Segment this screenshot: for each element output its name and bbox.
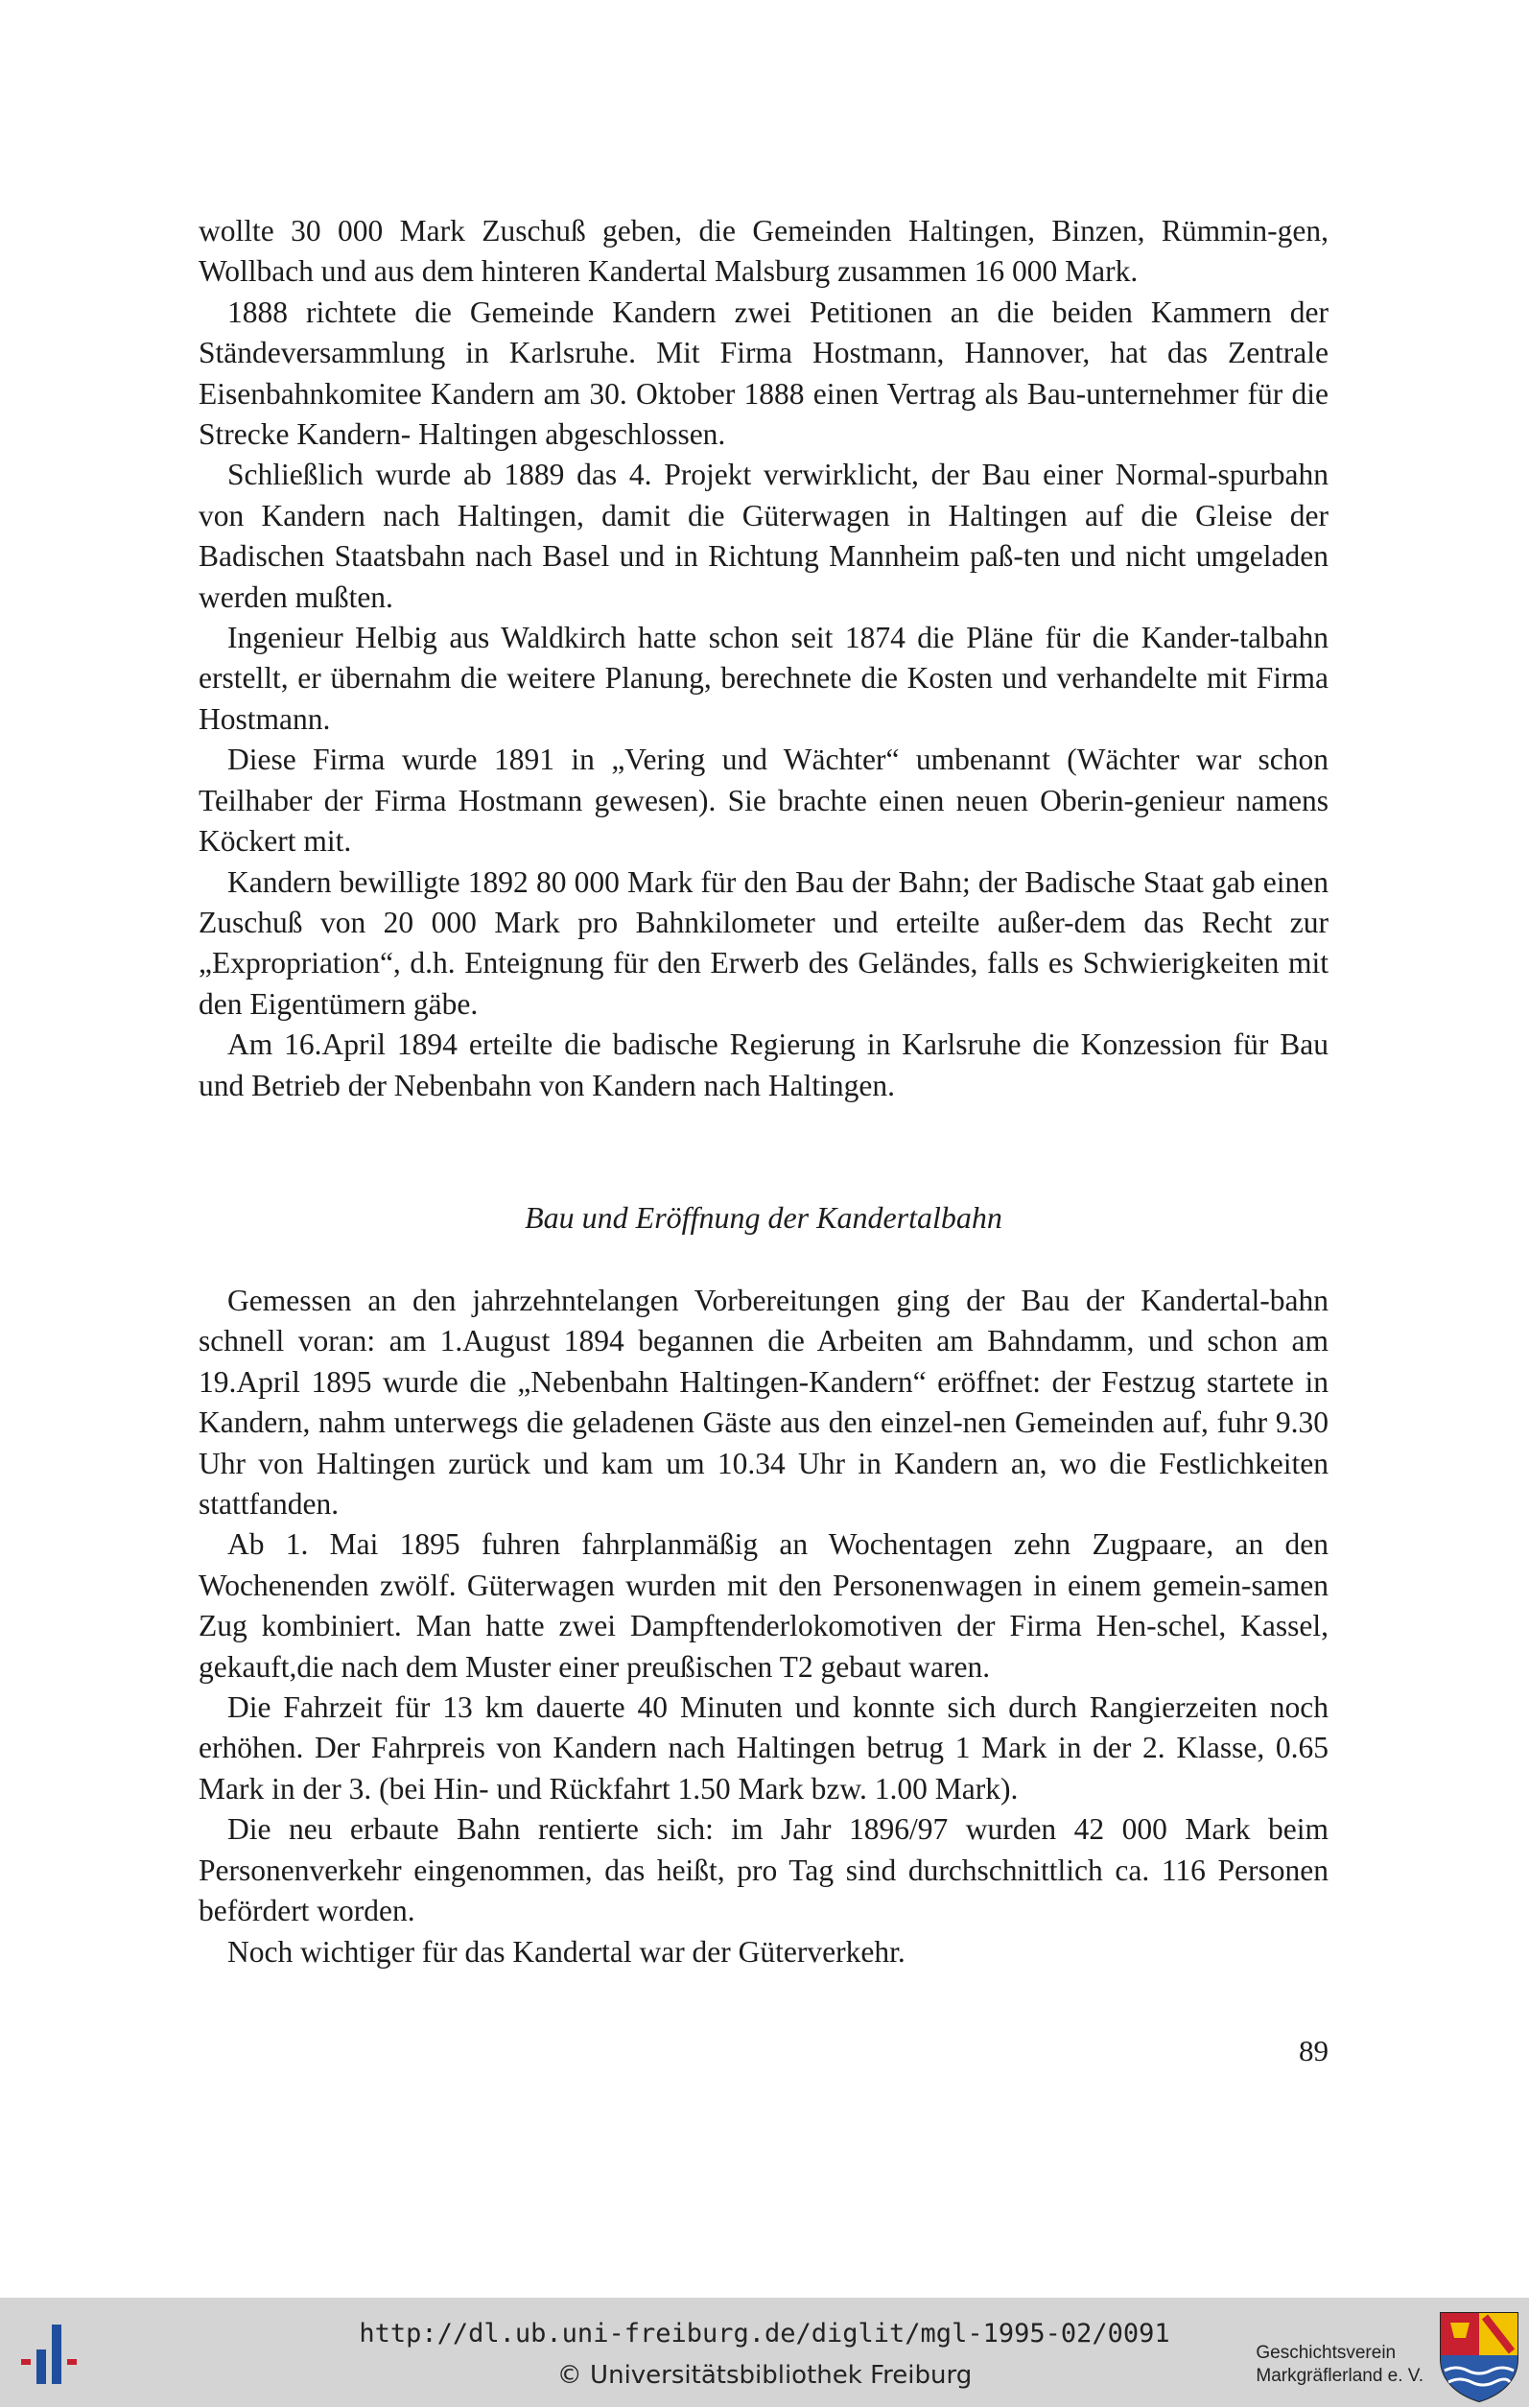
paragraph: Ab 1. Mai 1895 fuhren fahrplanmäßig an Wochentagen zehn Zugpaare, an den Wochenenden zwölf. Güterwagen wurden mit den Personenwagen in einem gemein-samen Zug kombiniert. Man hatte zwei Dampftenderlokomotiven der Firma Hen-schel, Kassel, gekauft,die nach dem Muster einer preußischen T2 gebaut waren. bbox=[199, 1527, 1329, 1684]
document-url-link[interactable]: http://dl.ub.uni-freiburg.de/diglit/mgl-1995-02/0091 bbox=[359, 2319, 1170, 2349]
paragraph: Die Fahrzeit für 13 km dauerte 40 Minuten und konnte sich durch Rangierzeiten noch erhöhen. Der Fahrpreis von Kandern nach Haltingen betrug 1 Mark in der 2. Klasse, 0.65 Mark in der 3. (bei Hin- und Rückfahrt 1.50 Mark bzw. 1.00 Mark). bbox=[199, 1690, 1329, 1806]
section-heading: Bau und Eröffnung der Kandertalbahn bbox=[525, 1200, 1002, 1235]
paragraph: Am 16.April 1894 erteilte die badische Regierung in Karlsruhe die Konzession für Bau und Betrieb der Nebenbahn von Kandern nach Haltingen. bbox=[199, 1027, 1329, 1102]
paragraph: Ingenieur Helbig aus Waldkirch hatte schon seit 1874 die Pläne für die Kander-talbahn erstellt, er übernahm die weitere Planung, berechnete die Kosten und verhandelte mit Firma Hostmann. bbox=[199, 621, 1329, 736]
copyright-text: © Universitätsbibliothek Freiburg bbox=[556, 2361, 973, 2390]
paragraph: Diese Firma wurde 1891 in „Vering und Wächter“ umbenannt (Wächter war schon Teilhaber der Firma Hostmann gewesen). Sie brachte einen neuen Oberin-genieur namens Köckert mit. bbox=[199, 743, 1329, 859]
page-number: 89 bbox=[1299, 2034, 1329, 2067]
society-line-2: Markgräflerland e. V. bbox=[1256, 2366, 1423, 2386]
coat-of-arms-icon bbox=[1437, 2309, 1521, 2403]
paragraph: Noch wichtiger für das Kandertal war der Güterverkehr. bbox=[227, 1934, 906, 1969]
paragraph: Gemessen an den jahrzehntelangen Vorbereitungen ging der Bau der Kandertal-bahn schnell voran: am 1.August 1894 begannen die Arbeiten am Bahndamm, und schon am 19.April 1895 wurde die „Nebenbahn Haltingen-Kandern“ eröffnet: der Festzug startete in Kandern, nahm unterwegs die geladenen Gäste aus den einzel-nen Gemeinden auf, fuhr 9.30 Uhr von Haltingen zurück und kam um 10.34 Uhr in Kandern an, wo die Festlichkeiten stattfanden. bbox=[199, 1284, 1329, 1522]
body-text-part1 bbox=[199, 211, 1329, 1106]
paragraph: Kandern bewilligte 1892 80 000 Mark für den Bau der Bahn; der Badische Staat gab einen Zuschuß von 20 000 Mark pro Bahnkilometer und erteilte außer-dem das Recht zur „Expropriation“, d.h. Enteignung für den Erwerb des Geländes, falls es Schwierigkeiten mit den Eigentümern gäbe. bbox=[199, 864, 1329, 1021]
paragraph: Die neu erbaute Bahn rentierte sich: im Jahr 1896/97 wurden 42 000 Mark beim Personenverkehr eingenommen, das heißt, pro Tag sind durchschnittlich ca. 116 Personen befördert worden. bbox=[199, 1812, 1329, 1928]
paragraph: 1888 richtete die Gemeinde Kandern zwei Petitionen an die beiden Kammern der Ständeversammlung in Karlsruhe. Mit Firma Hostmann, Hannover, hat das Zentrale Eisenbahnkomitee Kandern am 30. Oktober 1888 einen Vertrag als Bau-unternehmer für die Strecke Kandern- Haltingen abgeschlossen. bbox=[199, 295, 1329, 452]
paragraph: Schließlich wurde ab 1889 das 4. Projekt verwirklicht, der Bau einer Normal-spurbahn von Kandern nach Haltingen, damit die Güterwagen in Haltingen auf die Gleise der Badischen Staatsbahn nach Basel und in Richtung Mannheim paß-ten und nicht umgeladen werden mußten. bbox=[199, 458, 1329, 614]
body-text-part2 bbox=[199, 1281, 1329, 1972]
paragraph: wollte 30 000 Mark Zuschuß geben, die Gemeinden Haltingen, Binzen, Rümmin-gen, Wollbach und aus dem hinteren Kandertal Malsburg zusammen 16 000 Mark. bbox=[199, 214, 1329, 289]
society-line-1: Geschichtsverein bbox=[1256, 2343, 1397, 2363]
society-name bbox=[1256, 2342, 1423, 2388]
viewer-footer bbox=[0, 2298, 1529, 2407]
